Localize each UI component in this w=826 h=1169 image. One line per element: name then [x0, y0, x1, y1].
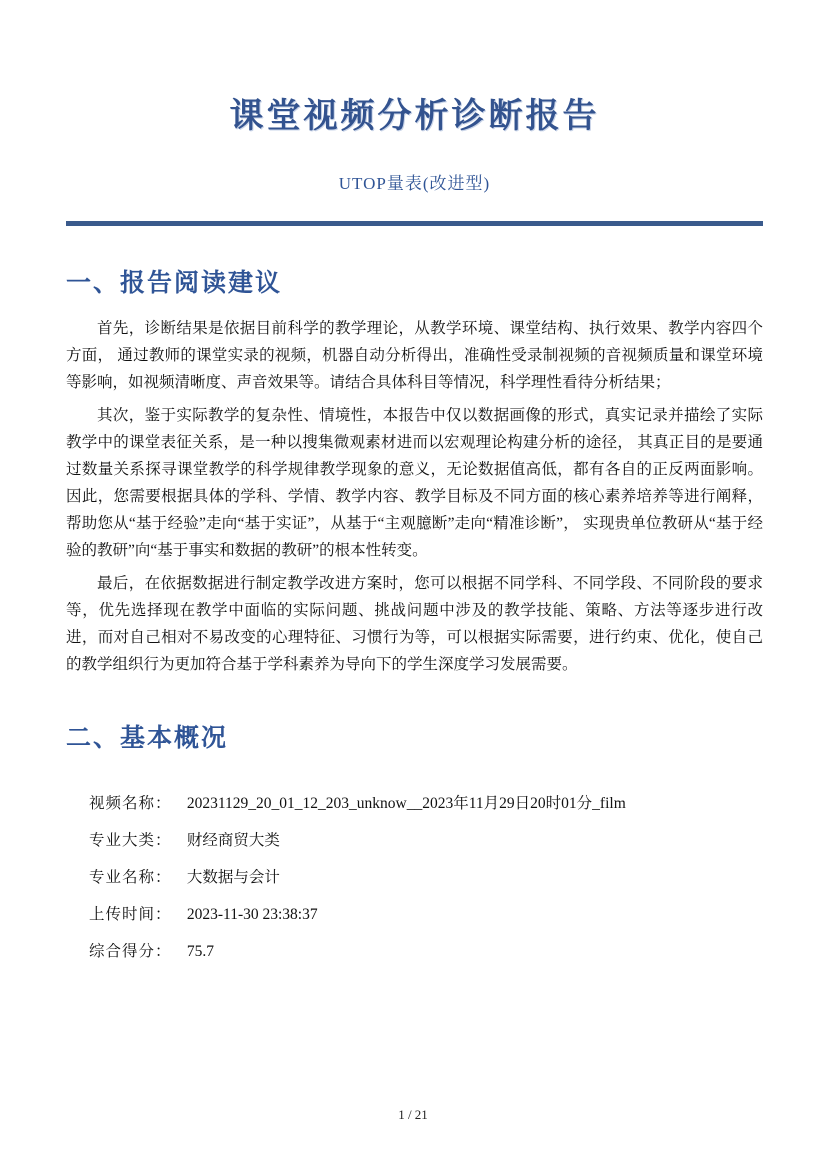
reading-advice-paragraph-1: 首先，诊断结果是依据目前科学的教学理论，从教学环境、课堂结构、执行效果、教学内容四个方面， 通过教师的课堂实录的视频，机器自动分析得出，准确性受录制视频的音视频质量和课堂环境等影响，如视频清晰度、声音效果等。请结合具体科目等情况，科学理性看待分析结果；	[66, 320, 763, 391]
report-content	[66, 0, 763, 977]
info-row-upload-time	[89, 903, 763, 926]
info-value-major-category: 财经商贸大类	[186, 832, 280, 849]
info-row-major-name	[89, 866, 763, 889]
info-label-major-category: 专业大类：	[89, 832, 172, 849]
report-title: 课堂视频分析诊断报告	[229, 98, 600, 135]
info-value-upload-time: 2023-11-30 23:38:37	[186, 906, 318, 923]
title-divider-rule	[66, 221, 763, 226]
info-label-video-name: 视频名称：	[89, 795, 172, 812]
info-label-overall-score: 综合得分：	[89, 943, 172, 960]
info-row-major-category	[89, 829, 763, 852]
reading-advice-paragraph-2: 其次，鉴于实际教学的复杂性、情境性，本报告中仅以数据画像的形式，真实记录并描绘了实际教学中的课堂表征关系，是一种以搜集微观素材进而以宏观理论构建分析的途径， 其真正目的是要通过数量关系探寻课堂教学的科学规律教学现象的意义，无论数据值高低，都有各自的正反两面影响。因此，您需要根据具体的学科、学情、教学内容、教学目标及不同方面的核心素养培养等进行阐释，帮助您从“基于经验”走向“基于实证”，从基于“主观臆断”走向“精准诊断”， 实现贵单位教研从“基于经验的教研”向“基于事实和数据的教研”的根本性转变。	[66, 407, 763, 559]
page-number: 1 / 21	[398, 1107, 428, 1122]
report-subtitle: UTOP量表(改进型)	[338, 174, 491, 193]
info-value-major-name: 大数据与会计	[186, 869, 280, 886]
info-value-video-name: 20231129_20_01_12_203_unknow__2023年11月29日20时01分_film	[186, 795, 626, 812]
info-label-upload-time: 上传时间：	[89, 906, 172, 923]
info-row-overall-score	[89, 940, 763, 963]
section-heading-basic-overview: 二、基本概况	[66, 725, 229, 752]
info-value-overall-score: 75.7	[186, 943, 214, 960]
info-label-major-name: 专业名称：	[89, 869, 172, 886]
section-heading-reading-advice: 一、报告阅读建议	[66, 270, 283, 297]
info-row-video-name	[89, 792, 763, 815]
reading-advice-paragraph-3: 最后，在依据数据进行制定教学改进方案时，您可以根据不同学科、不同学段、不同阶段的要求等，优先选择现在教学中面临的实际问题、挑战问题中涉及的教学技能、策略、方法等逐步进行改进，而对自己相对不易改变的心理特征、习惯行为等，可以根据实际需要，进行约束、优化，使自己的教学组织行为更加符合基于学科素养为导向下的学生深度学习发展需要。	[66, 575, 763, 673]
basic-info-list	[66, 792, 763, 963]
